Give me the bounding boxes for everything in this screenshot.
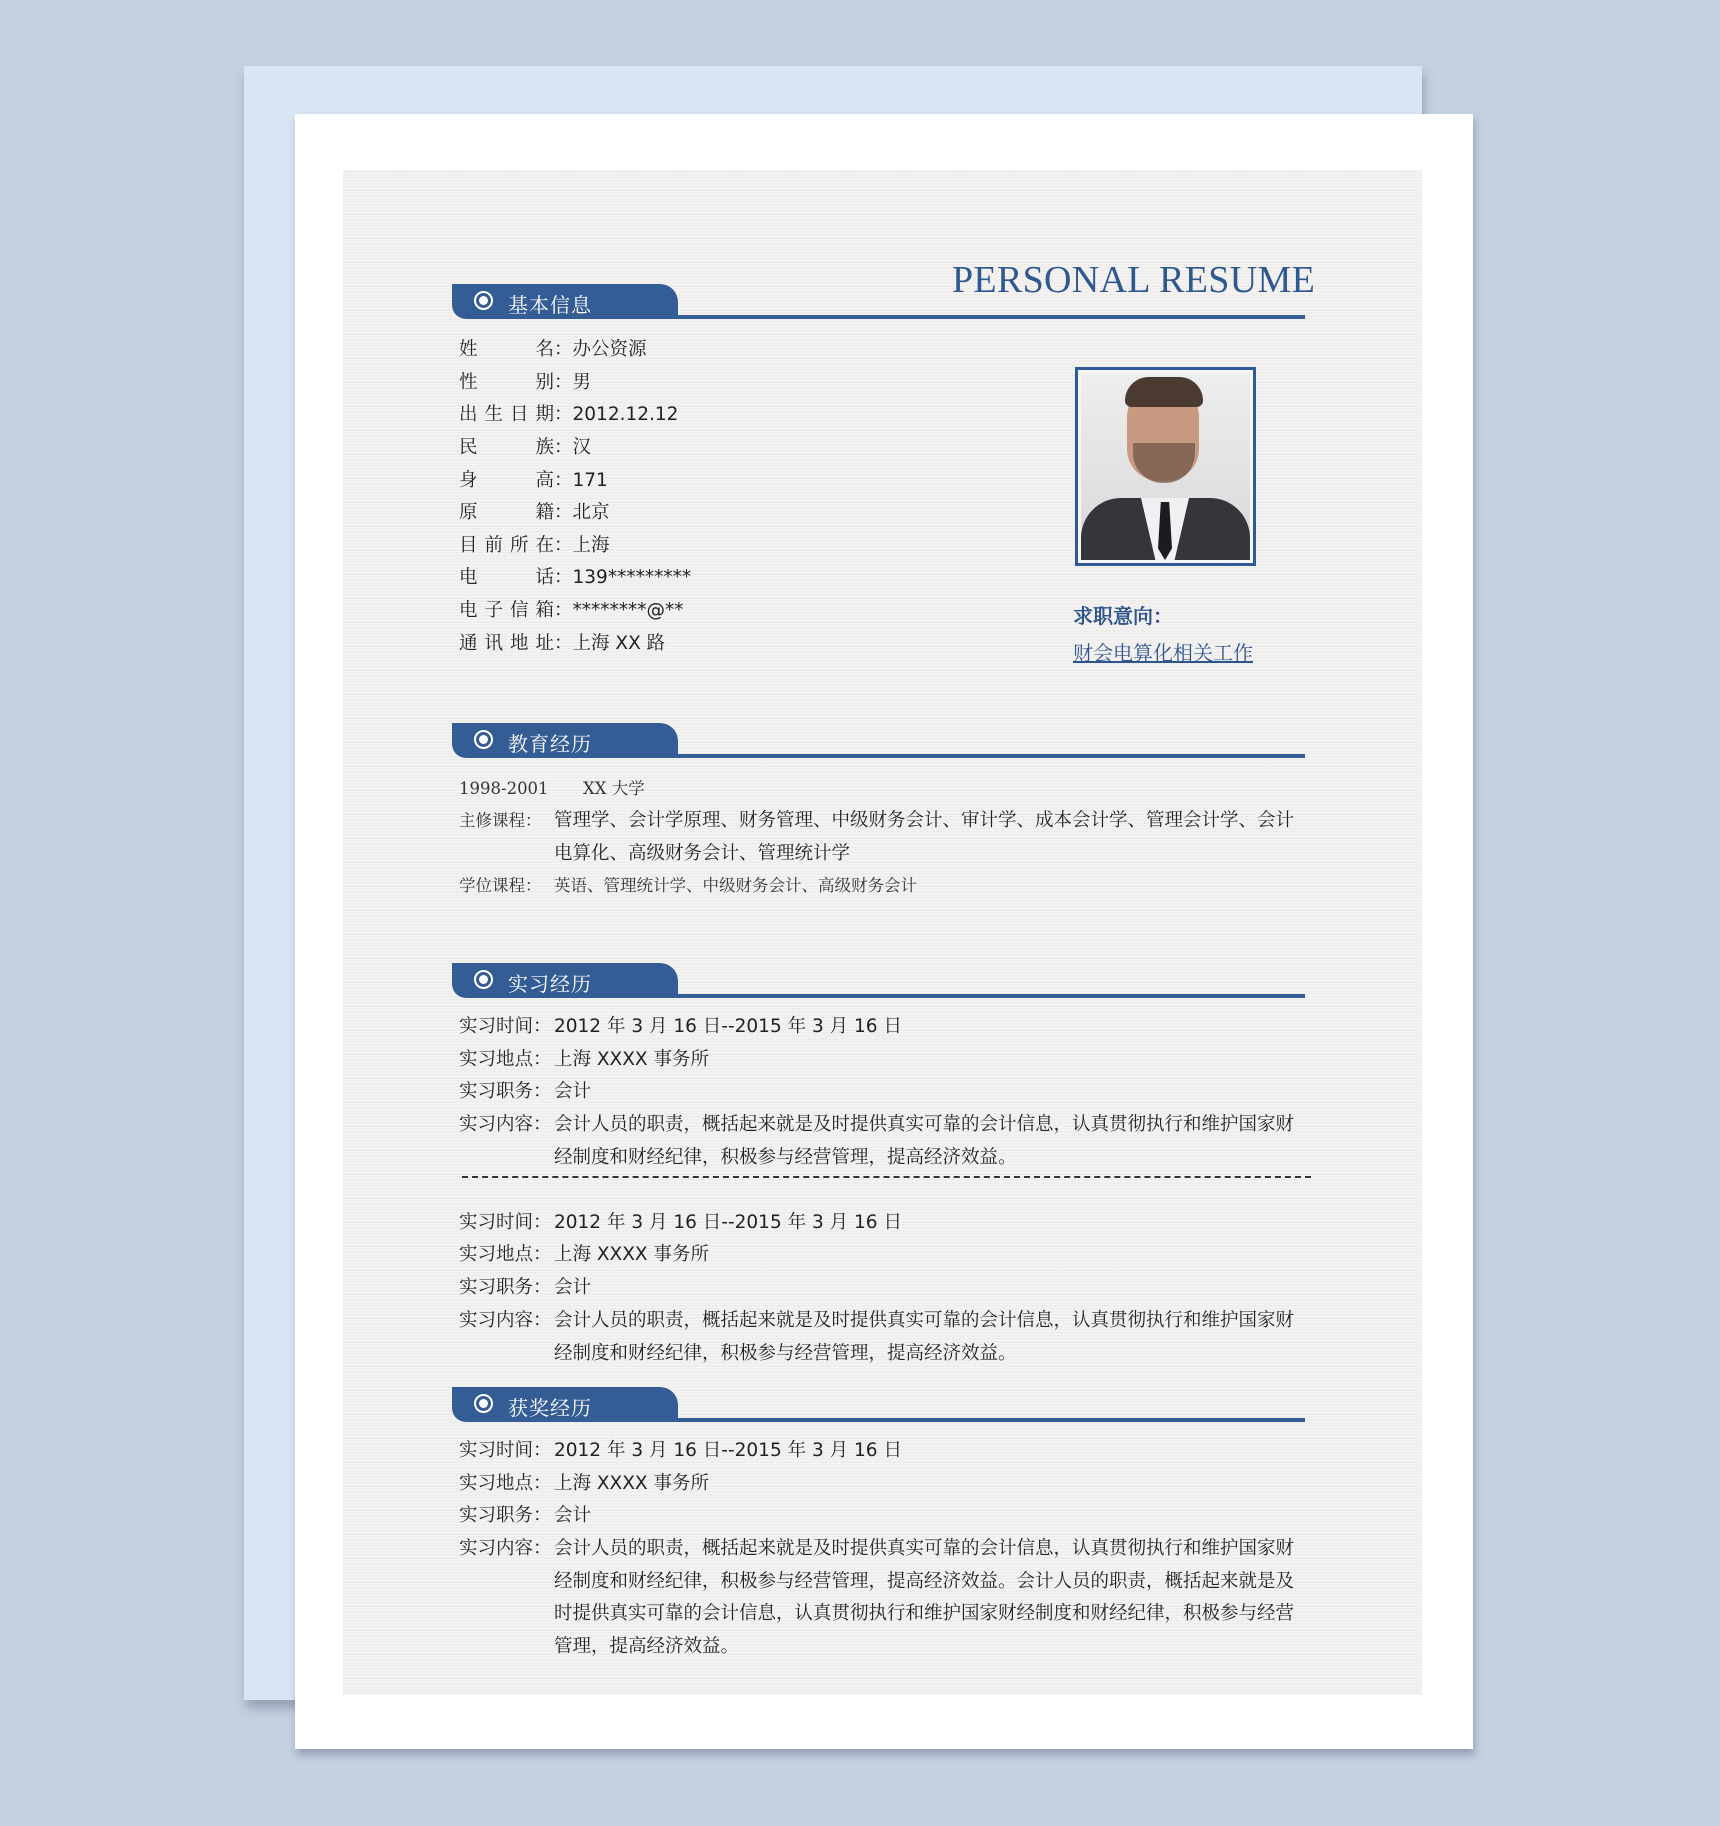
award-place-row bbox=[459, 1472, 709, 1496]
section-label: 获奖经历 bbox=[508, 1396, 592, 1420]
info-value: 上海 bbox=[572, 535, 610, 556]
internship-content-text: 会计人员的职责，概括起来就是及时提供真实可靠的会计信息，认真贯彻执行和维护国家财经制度和财经纪律，积极参与经营管理，提高经济效益。 bbox=[554, 1310, 1295, 1364]
colon: ： bbox=[554, 535, 573, 556]
entry-divider bbox=[462, 1176, 1311, 1178]
section-header-basic-info bbox=[452, 284, 1305, 320]
internship-place-row bbox=[459, 1243, 709, 1267]
role-label: 实习职务： bbox=[459, 1277, 552, 1298]
info-key: 身 高 bbox=[459, 470, 554, 491]
award-content-text: 会计人员的职责，概括起来就是及时提供真实可靠的会计信息，认真贯彻执行和维护国家财经制度和财经纪律，积极参与经营管理，提高经济效益。会计人员的职责，概括起来就是及时提供真实可靠的会计信息，认真贯彻执行和维护国家财经制度和财经纪律，积极参与经营管理，提高经济效益。 bbox=[554, 1538, 1295, 1657]
award-time-row bbox=[459, 1439, 902, 1463]
profile-photo bbox=[1081, 373, 1250, 560]
info-value: 北京 bbox=[572, 502, 610, 523]
section-label: 实习经历 bbox=[508, 972, 592, 996]
colon: ： bbox=[554, 404, 573, 425]
info-row-name bbox=[459, 338, 647, 362]
internship-content-row bbox=[459, 1309, 554, 1333]
info-value: 上海 XX 路 bbox=[572, 633, 666, 654]
info-key: 性 别 bbox=[459, 372, 554, 393]
degree-value: 英语、管理统计学、中级财务会计、高级财务会计 bbox=[554, 876, 917, 895]
place-label: 实习地点： bbox=[459, 1244, 552, 1265]
education-period: 1998-2001 bbox=[459, 779, 549, 798]
colon: ： bbox=[554, 470, 573, 491]
info-key: 姓 名 bbox=[459, 339, 554, 360]
role-label: 实习职务： bbox=[459, 1505, 552, 1526]
time-value: 2012 年 3 月 16 日--2015 年 3 月 16 日 bbox=[554, 1440, 902, 1461]
radio-ring-icon bbox=[474, 970, 493, 989]
info-value: 汉 bbox=[572, 437, 592, 458]
info-row-address bbox=[459, 632, 665, 656]
beard-shape bbox=[1133, 443, 1195, 483]
colon: ： bbox=[554, 502, 573, 523]
info-row-origin bbox=[459, 501, 610, 525]
content-label: 实习内容： bbox=[459, 1114, 552, 1135]
time-label: 实习时间： bbox=[459, 1212, 552, 1233]
section-label: 基本信息 bbox=[508, 293, 592, 317]
info-value: 办公资源 bbox=[572, 339, 647, 360]
info-key: 目前所在 bbox=[459, 535, 554, 556]
info-row-gender bbox=[459, 371, 591, 395]
radio-ring-icon bbox=[474, 1394, 493, 1413]
section-underline bbox=[652, 315, 1305, 319]
time-label: 实习时间： bbox=[459, 1016, 552, 1037]
degree-label: 学位课程： bbox=[459, 876, 542, 895]
internship-content-row bbox=[459, 1113, 554, 1137]
profile-photo-frame bbox=[1075, 367, 1256, 566]
time-value: 2012 年 3 月 16 日--2015 年 3 月 16 日 bbox=[554, 1016, 902, 1037]
content-label: 实习内容： bbox=[459, 1310, 552, 1331]
section-underline bbox=[652, 754, 1305, 758]
place-label: 实习地点： bbox=[459, 1049, 552, 1070]
section-underline bbox=[652, 1418, 1305, 1422]
info-value: ********@** bbox=[572, 600, 684, 621]
education-major-key bbox=[459, 809, 542, 833]
section-label: 教育经历 bbox=[508, 732, 592, 756]
info-value: 2012.12.12 bbox=[572, 404, 679, 425]
time-value: 2012 年 3 月 16 日--2015 年 3 月 16 日 bbox=[554, 1212, 902, 1233]
internship-content-text: 会计人员的职责，概括起来就是及时提供真实可靠的会计信息，认真贯彻执行和维护国家财经制度和财经纪律，积极参与经营管理，提高经济效益。 bbox=[554, 1114, 1295, 1168]
info-value: 男 bbox=[572, 372, 592, 393]
education-school: XX 大学 bbox=[583, 779, 645, 798]
colon: ： bbox=[554, 437, 573, 458]
info-key: 民 族 bbox=[459, 437, 554, 458]
place-value: 上海 XXXX 事务所 bbox=[554, 1049, 709, 1070]
section-header-awards bbox=[452, 1387, 1305, 1423]
radio-ring-icon bbox=[474, 730, 493, 749]
internship-place-row bbox=[459, 1048, 709, 1072]
hair-shape bbox=[1125, 377, 1203, 407]
place-value: 上海 XXXX 事务所 bbox=[554, 1473, 709, 1494]
resume-page bbox=[343, 170, 1422, 1695]
info-row-email bbox=[459, 599, 684, 623]
colon: ： bbox=[554, 339, 573, 360]
info-key: 原 籍 bbox=[459, 502, 554, 523]
major-label: 主修课程： bbox=[459, 811, 542, 830]
role-label: 实习职务： bbox=[459, 1081, 552, 1102]
job-objective-value: 财会电算化相关工作 bbox=[1073, 641, 1253, 665]
resume-title: PERSONAL RESUME bbox=[952, 259, 1316, 301]
radio-ring-icon bbox=[474, 291, 493, 310]
info-key: 电 话 bbox=[459, 567, 554, 588]
colon: ： bbox=[554, 600, 573, 621]
colon: ： bbox=[554, 633, 573, 654]
info-row-location bbox=[459, 534, 610, 558]
info-value: 139********* bbox=[572, 567, 692, 588]
award-role-row bbox=[459, 1504, 591, 1528]
internship-time-row bbox=[459, 1015, 902, 1039]
award-content-row bbox=[459, 1537, 554, 1561]
section-header-internship bbox=[452, 963, 1305, 999]
content-label: 实习内容： bbox=[459, 1538, 552, 1559]
info-key: 出生日期 bbox=[459, 404, 554, 425]
role-value: 会计 bbox=[554, 1277, 592, 1298]
role-value: 会计 bbox=[554, 1505, 592, 1526]
internship-time-row bbox=[459, 1211, 902, 1235]
place-label: 实习地点： bbox=[459, 1473, 552, 1494]
info-row-height bbox=[459, 469, 608, 493]
info-key: 电子信箱 bbox=[459, 600, 554, 621]
role-value: 会计 bbox=[554, 1081, 592, 1102]
info-key: 通讯地址 bbox=[459, 633, 554, 654]
internship-role-row bbox=[459, 1276, 591, 1300]
education-degree-row bbox=[459, 874, 917, 898]
colon: ： bbox=[554, 372, 573, 393]
info-value: 171 bbox=[572, 470, 608, 491]
info-row-birthdate bbox=[459, 403, 678, 427]
section-header-education bbox=[452, 723, 1305, 759]
time-label: 实习时间： bbox=[459, 1440, 552, 1461]
job-objective-label: 求职意向： bbox=[1073, 604, 1173, 628]
section-underline bbox=[652, 994, 1305, 998]
colon: ： bbox=[554, 567, 573, 588]
info-row-ethnicity bbox=[459, 436, 591, 460]
education-period-row bbox=[459, 777, 645, 801]
internship-role-row bbox=[459, 1080, 591, 1104]
education-major-value: 管理学、会计学原理、财务管理、中级财务会计、审计学、成本会计学、管理会计学、会计电算化、高级财务会计、管理统计学 bbox=[554, 810, 1295, 864]
place-value: 上海 XXXX 事务所 bbox=[554, 1244, 709, 1265]
info-row-phone bbox=[459, 566, 691, 590]
